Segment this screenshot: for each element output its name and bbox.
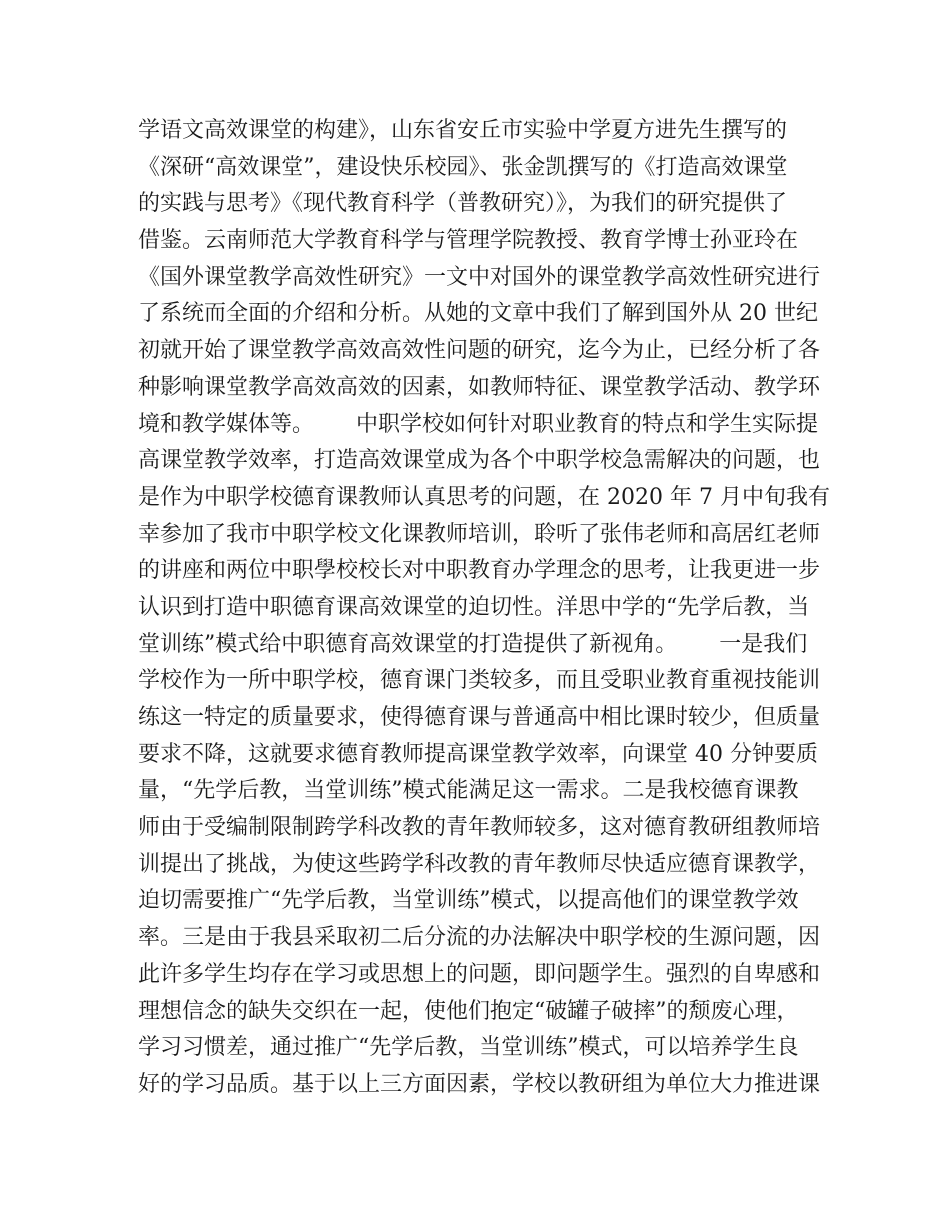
body-text xyxy=(138,113,830,1104)
text-line: 了系统而全面的介绍和分析。从她的文章中我们了解到国外从 20 世纪 xyxy=(138,301,818,327)
text-line: 此许多学生均存在学习或思想上的问题，即问题学生。强烈的自卑感和 xyxy=(138,961,821,987)
text-line: 堂训练”模式给中职德育高效课堂的打造提供了新视角。 一是我们 xyxy=(138,631,808,657)
text-line: 量，“先学后教，当堂训练”模式能满足这一需求。二是我校德育课教 xyxy=(138,778,799,804)
text-line: 师由于受编制限制跨学科改教的青年教师较多，这对德育教研组教师培 xyxy=(138,815,821,841)
text-line: 境和教学媒体等。 中职学校如何针对职业教育的特点和学生实际提 xyxy=(138,411,818,437)
text-line: 迫切需要推广“先学后教，当堂训练”模式，以提高他们的课堂教学效 xyxy=(138,888,799,914)
text-line: 的讲座和两位中职學校校长对中职教育办学理念的思考，让我更进一步 xyxy=(138,558,821,584)
text-line: 练这一特定的质量要求，使得德育课与普通高中相比课时较少，但质量 xyxy=(138,705,821,730)
text-line: 学校作为一所中职学校，德育课门类较多，而且受职业教育重视技能训 xyxy=(138,668,821,694)
text-line: 初就开始了课堂教学高效高效性问题的研究，迄今为止，已经分析了各 xyxy=(138,338,821,364)
text-line: 《深研“高效课堂”，建设快乐校园》、张金凯撰写的《打造高效课堂 xyxy=(138,154,788,180)
text-line: 训提出了挑战，为使这些跨学科改教的青年教师尽快适应德育课教学， xyxy=(138,851,821,877)
text-line: 《国外课堂教学高效性研究》一文中对国外的课堂教学高效性研究进行 xyxy=(138,264,821,290)
text-line: 种影响课堂教学高效高效的因素，如教师特征、课堂教学活动、教学环 xyxy=(138,374,821,400)
text-line: 认识到打造中职德育课高效课堂的迫切性。洋思中学的“先学后教，当 xyxy=(138,594,810,620)
text-line: 是作为中职学校德育课教师认真思考的问题，在 2020 年 7 月中旬我有 xyxy=(138,484,830,510)
text-line: 学语文高效课堂的构建》，山东省安丘市实验中学夏方进先生撰写的 xyxy=(138,118,788,143)
text-line: 借鉴。云南师范大学教育科学与管理学院教授、教育学博士孙亚玲在 xyxy=(138,228,799,254)
text-line: 的实践与思考》《现代教育科学（普教研究）》，为我们的研究提供了 xyxy=(138,191,788,217)
text-line: 幸参加了我市中职学校文化课教师培训，聆听了张伟老师和高居红老师 xyxy=(138,521,821,547)
text-line: 学习习惯差，通过推广“先学后教，当堂训练”模式，可以培养学生良 xyxy=(138,1035,799,1061)
text-line: 率。三是由于我县采取初二后分流的办法解决中职学校的生源问题，因 xyxy=(138,925,821,951)
text-line: 高课堂教学效率，打造高效课堂成为各个中职学校急需解决的问题，也 xyxy=(138,448,821,474)
text-line: 好的学习品质。基于以上三方面因素，学校以教研组为单位大力推进课 xyxy=(138,1071,821,1097)
text-line: 要求不降，这就要求德育教师提高课堂教学效率，向课堂 40 分钟要质 xyxy=(138,741,818,767)
text-line: 理想信念的缺失交织在一起，使他们抱定“破罐子破摔”的颓废心理， xyxy=(138,998,799,1024)
